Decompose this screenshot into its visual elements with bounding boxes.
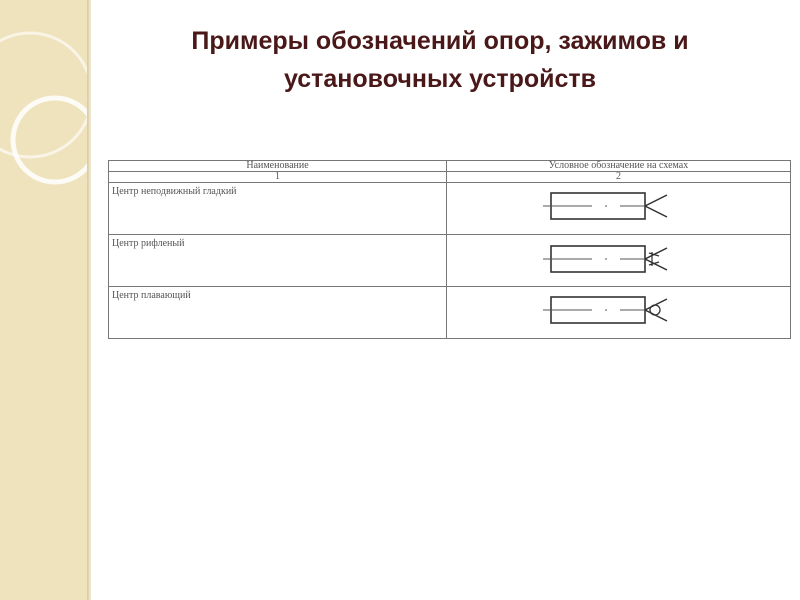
row-symbol-cell [447, 287, 791, 339]
slide-title: Примеры обозначений опор, зажимов и установочных устройств [191, 27, 689, 93]
row-name: Центр неподвижный гладкий [109, 183, 447, 235]
row-symbol-cell [447, 183, 791, 235]
designations-table [108, 160, 791, 339]
decorative-circles [0, 0, 87, 600]
table-row [109, 287, 791, 339]
center-fixed-smooth-symbol [447, 183, 784, 231]
table-row [109, 183, 791, 235]
header-name: Наименование [109, 161, 447, 172]
table-row [109, 235, 791, 287]
column-number-row [109, 172, 791, 183]
table-header-row [109, 161, 791, 172]
row-name: Центр плавающий [109, 287, 447, 339]
header-symbol: Условное обозначение на схемах [447, 161, 791, 172]
center-floating-symbol [447, 287, 784, 335]
column-number-2: 2 [447, 172, 791, 183]
decorative-side-band [0, 0, 87, 600]
row-name: Центр рифленый [109, 235, 447, 287]
side-band-edge [87, 0, 91, 600]
column-number-1: 1 [109, 172, 447, 183]
center-knurled-symbol [447, 235, 784, 283]
row-symbol-cell [447, 235, 791, 287]
